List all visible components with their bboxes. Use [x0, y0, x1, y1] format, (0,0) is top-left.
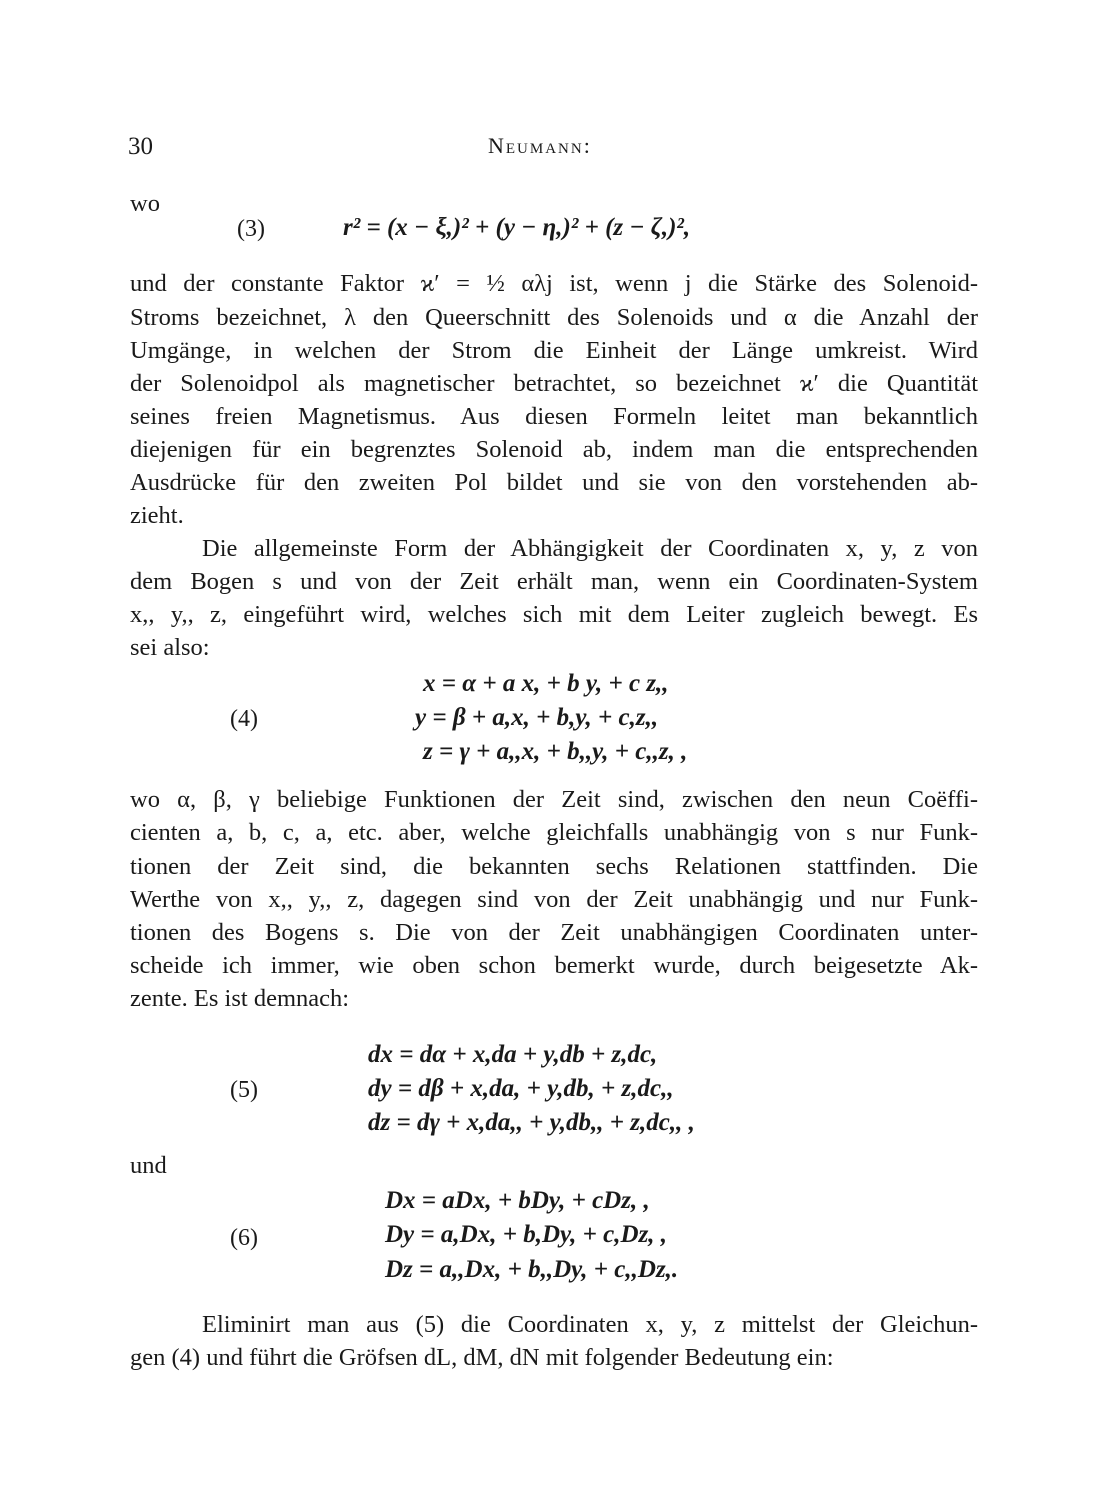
text-line: sei also:: [130, 634, 210, 661]
equation-line: x = α + a x, + b y, + c z,,: [423, 670, 669, 697]
equation-line: dx = dα + x,da + y,db + z,dc,: [368, 1041, 658, 1068]
equation-line: Dx = aDx, + bDy, + cDz, ,: [385, 1187, 650, 1214]
equation-3: r² = (x − ξ,)² + (y − η,)² + (z − ζ,)²,: [343, 214, 691, 241]
equation-3-number: (3): [237, 216, 265, 242]
text-line: cienten a, b, c, a, etc. aber, welche gleichfalls unabhängig von s nur Funk-: [130, 819, 978, 846]
equation-line: dy = dβ + x,da, + y,db, + z,dc,,: [368, 1075, 674, 1102]
equation-line: Dy = a,Dx, + b,Dy, + c,Dz, ,: [385, 1221, 668, 1248]
text-line: gen (4) und führt die Gröfsen dL, dM, dN mit folgender Bedeutung ein:: [130, 1344, 834, 1371]
text-line: zente. Es ist demnach:: [130, 985, 350, 1012]
text-line: tionen des Bogens s. Die von der Zeit unabhängigen Coordinaten unter-: [130, 919, 978, 946]
text-line: Stroms bezeichnet, λ den Queerschnitt des Solenoids und α die Anzahl der: [130, 304, 978, 331]
text-line: Ausdrücke für den zweiten Pol bildet und sie von den vorstehenden ab-: [130, 469, 978, 496]
text-line: der Solenoidpol als magnetischer betrachtet, so bezeichnet ϰ′ die Quantität: [130, 370, 978, 397]
text-line: Die allgemeinste Form der Abhängigkeit der Coordinaten x, y, z von: [202, 535, 978, 562]
page-number: 30: [128, 133, 153, 160]
equation-line: y = β + a,x, + b,y, + c,z,,: [415, 704, 659, 731]
text-line: diejenigen für ein begrenztes Solenoid ab, indem man die entsprechenden: [130, 436, 978, 463]
lead-word: wo: [130, 190, 160, 217]
equation-line: z = γ + a,,x, + b,,y, + c,,z, ,: [423, 738, 688, 765]
text-line: x,, y,, z, eingeführt wird, welches sich mit dem Leiter zugleich bewegt. Es: [130, 601, 978, 628]
text-line: Umgänge, in welchen der Strom die Einheit der Länge umkreist. Wird: [130, 337, 978, 364]
connector-word: und: [130, 1152, 167, 1179]
text-line: wo α, β, γ beliebige Funktionen der Zeit sind, zwischen den neun Coëffi-: [130, 786, 978, 813]
equation-line: Dz = a,,Dx, + b,,Dy, + c,,Dz,.: [385, 1256, 679, 1283]
equation-6-number: (6): [230, 1225, 258, 1251]
text-line: seines freien Magnetismus. Aus diesen Formeln leitet man bekanntlich: [130, 403, 978, 430]
running-head: Neumann:: [488, 133, 592, 158]
equation-5-number: (5): [230, 1077, 258, 1103]
text-line: tionen der Zeit sind, die bekannten sechs Relationen stattfinden. Die: [130, 853, 978, 880]
text-line: Werthe von x,, y,, z, dagegen sind von der Zeit unabhängig und nur Funk-: [130, 886, 978, 913]
text-line: und der constante Faktor ϰ′ = ½ αλj ist, wenn j die Stärke des Solenoid-: [130, 270, 978, 297]
text-line: dem Bogen s und von der Zeit erhält man, wenn ein Coordinaten-System: [130, 568, 978, 595]
equation-4-number: (4): [230, 706, 258, 732]
equation-line: dz = dγ + x,da,, + y,db,, + z,dc,, ,: [368, 1109, 695, 1136]
text-line: Eliminirt man aus (5) die Coordinaten x, y, z mittelst der Gleichun-: [202, 1311, 978, 1338]
text-line: zieht.: [130, 502, 184, 529]
text-line: scheide ich immer, wie oben schon bemerkt wurde, durch beigesetzte Ak-: [130, 952, 978, 979]
